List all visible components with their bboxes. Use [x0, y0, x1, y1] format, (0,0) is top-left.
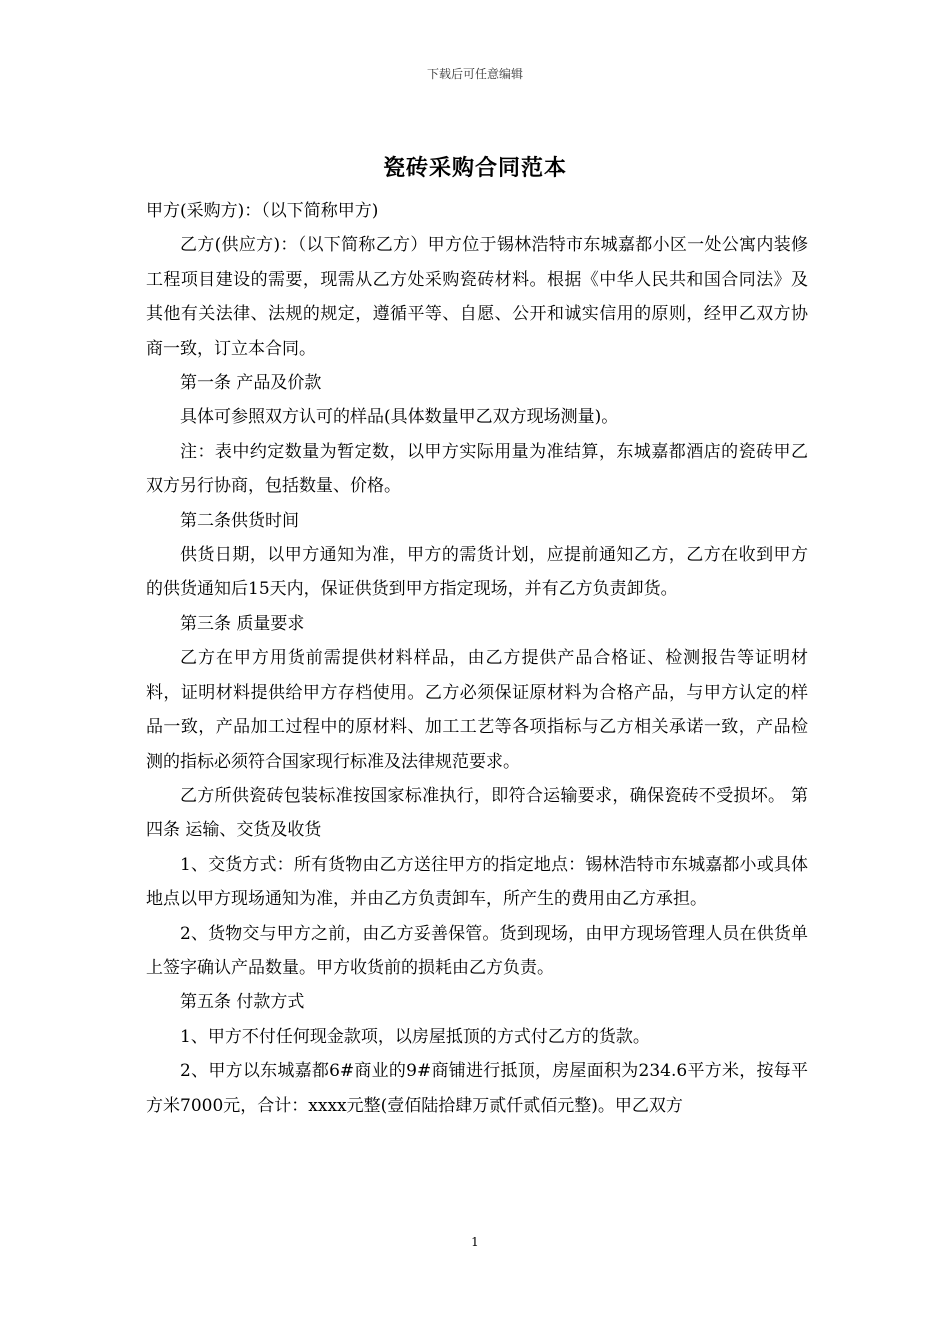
article-2-paragraph: 供货日期，以甲方通知为准，甲方的需货计划，应提前通知乙方，乙方在收到甲方的供货通知后15天内，保证供货到甲方指定现场，并有乙方负责卸货。 — [146, 545, 808, 600]
article-5-heading: 第五条 付款方式 — [180, 992, 305, 1013]
article-2-heading: 第二条供货时间 — [180, 510, 299, 531]
document-body — [146, 194, 808, 1123]
article-3-heading: 第三条 质量要求 — [180, 613, 305, 634]
page-number: 1 — [471, 1235, 479, 1249]
party-a-line: 甲方(采购方)：（以下简称甲方) — [146, 201, 379, 221]
article-1-paragraph: 具体可参照双方认可的样品(具体数量甲乙双方现场测量)。 — [180, 407, 619, 428]
article-3-paragraph: 乙方在甲方用货前需提供材料样品，由乙方提供产品合格证、检测报告等证明材料，证明材料提供给甲方存档使用。乙方必须保证原材料为合格产品，与甲方认定的样品一致，产品加工过程中的原材料、加工工艺等各项指标与乙方相关承诺一致，产品检测的指标必须符合国家现行标准及法律规范要求。 — [146, 648, 808, 772]
packaging-paragraph: 乙方所供瓷砖包装标准按国家标准执行，即符合运输要求，确保瓷砖不受损坏。 第四条 运输、交货及收货 — [146, 785, 808, 841]
article-5-item-1-paragraph: 1、甲方不付任何现金款项，以房屋抵顶的方式付乙方的货款。 — [180, 1026, 650, 1047]
article-4-item-2-paragraph: 2、货物交与甲方之前，由乙方妥善保管。货到现场，由甲方现场管理人员在供货单上签字确认产品数量。甲方收货前的损耗由乙方负责。 — [146, 923, 808, 978]
party-b-intro-paragraph: 乙方(供应方)：（以下简称乙方）甲方位于锡林浩特市东城嘉都小区一处公寓内装修工程项目建设的需要，现需从乙方处采购瓷砖材料。根据《中华人民共和国合同法》及其他有关法律、法规的规定，遵循平等、自愿、公开和诚实信用的原则，经甲乙双方协商一致，订立本合同。 — [146, 235, 808, 359]
header-note: 下载后可任意编辑 — [426, 67, 523, 81]
article-1-heading: 第一条 产品及价款 — [180, 373, 322, 394]
article-5-item-2-paragraph: 2、甲方以东城嘉都6#商业的9#商铺进行抵顶，房屋面积为234.6平方米，按每平方米7000元，合计：xxxx元整(壹佰陆拾肆万贰仟贰佰元整)。甲乙双方 — [146, 1061, 808, 1116]
document-title: 瓷砖采购合同范本 — [382, 155, 567, 181]
article-1-note-paragraph: 注：表中约定数量为暂定数，以甲方实际用量为准结算，东城嘉都酒店的瓷砖甲乙双方另行协商，包括数量、价格。 — [146, 441, 808, 497]
article-4-item-1-paragraph: 1、交货方式：所有货物由乙方送往甲方的指定地点：锡林浩特市东城嘉都小或具体地点以甲方现场通知为准，并由乙方负责卸车，所产生的费用由乙方承担。 — [146, 854, 808, 910]
